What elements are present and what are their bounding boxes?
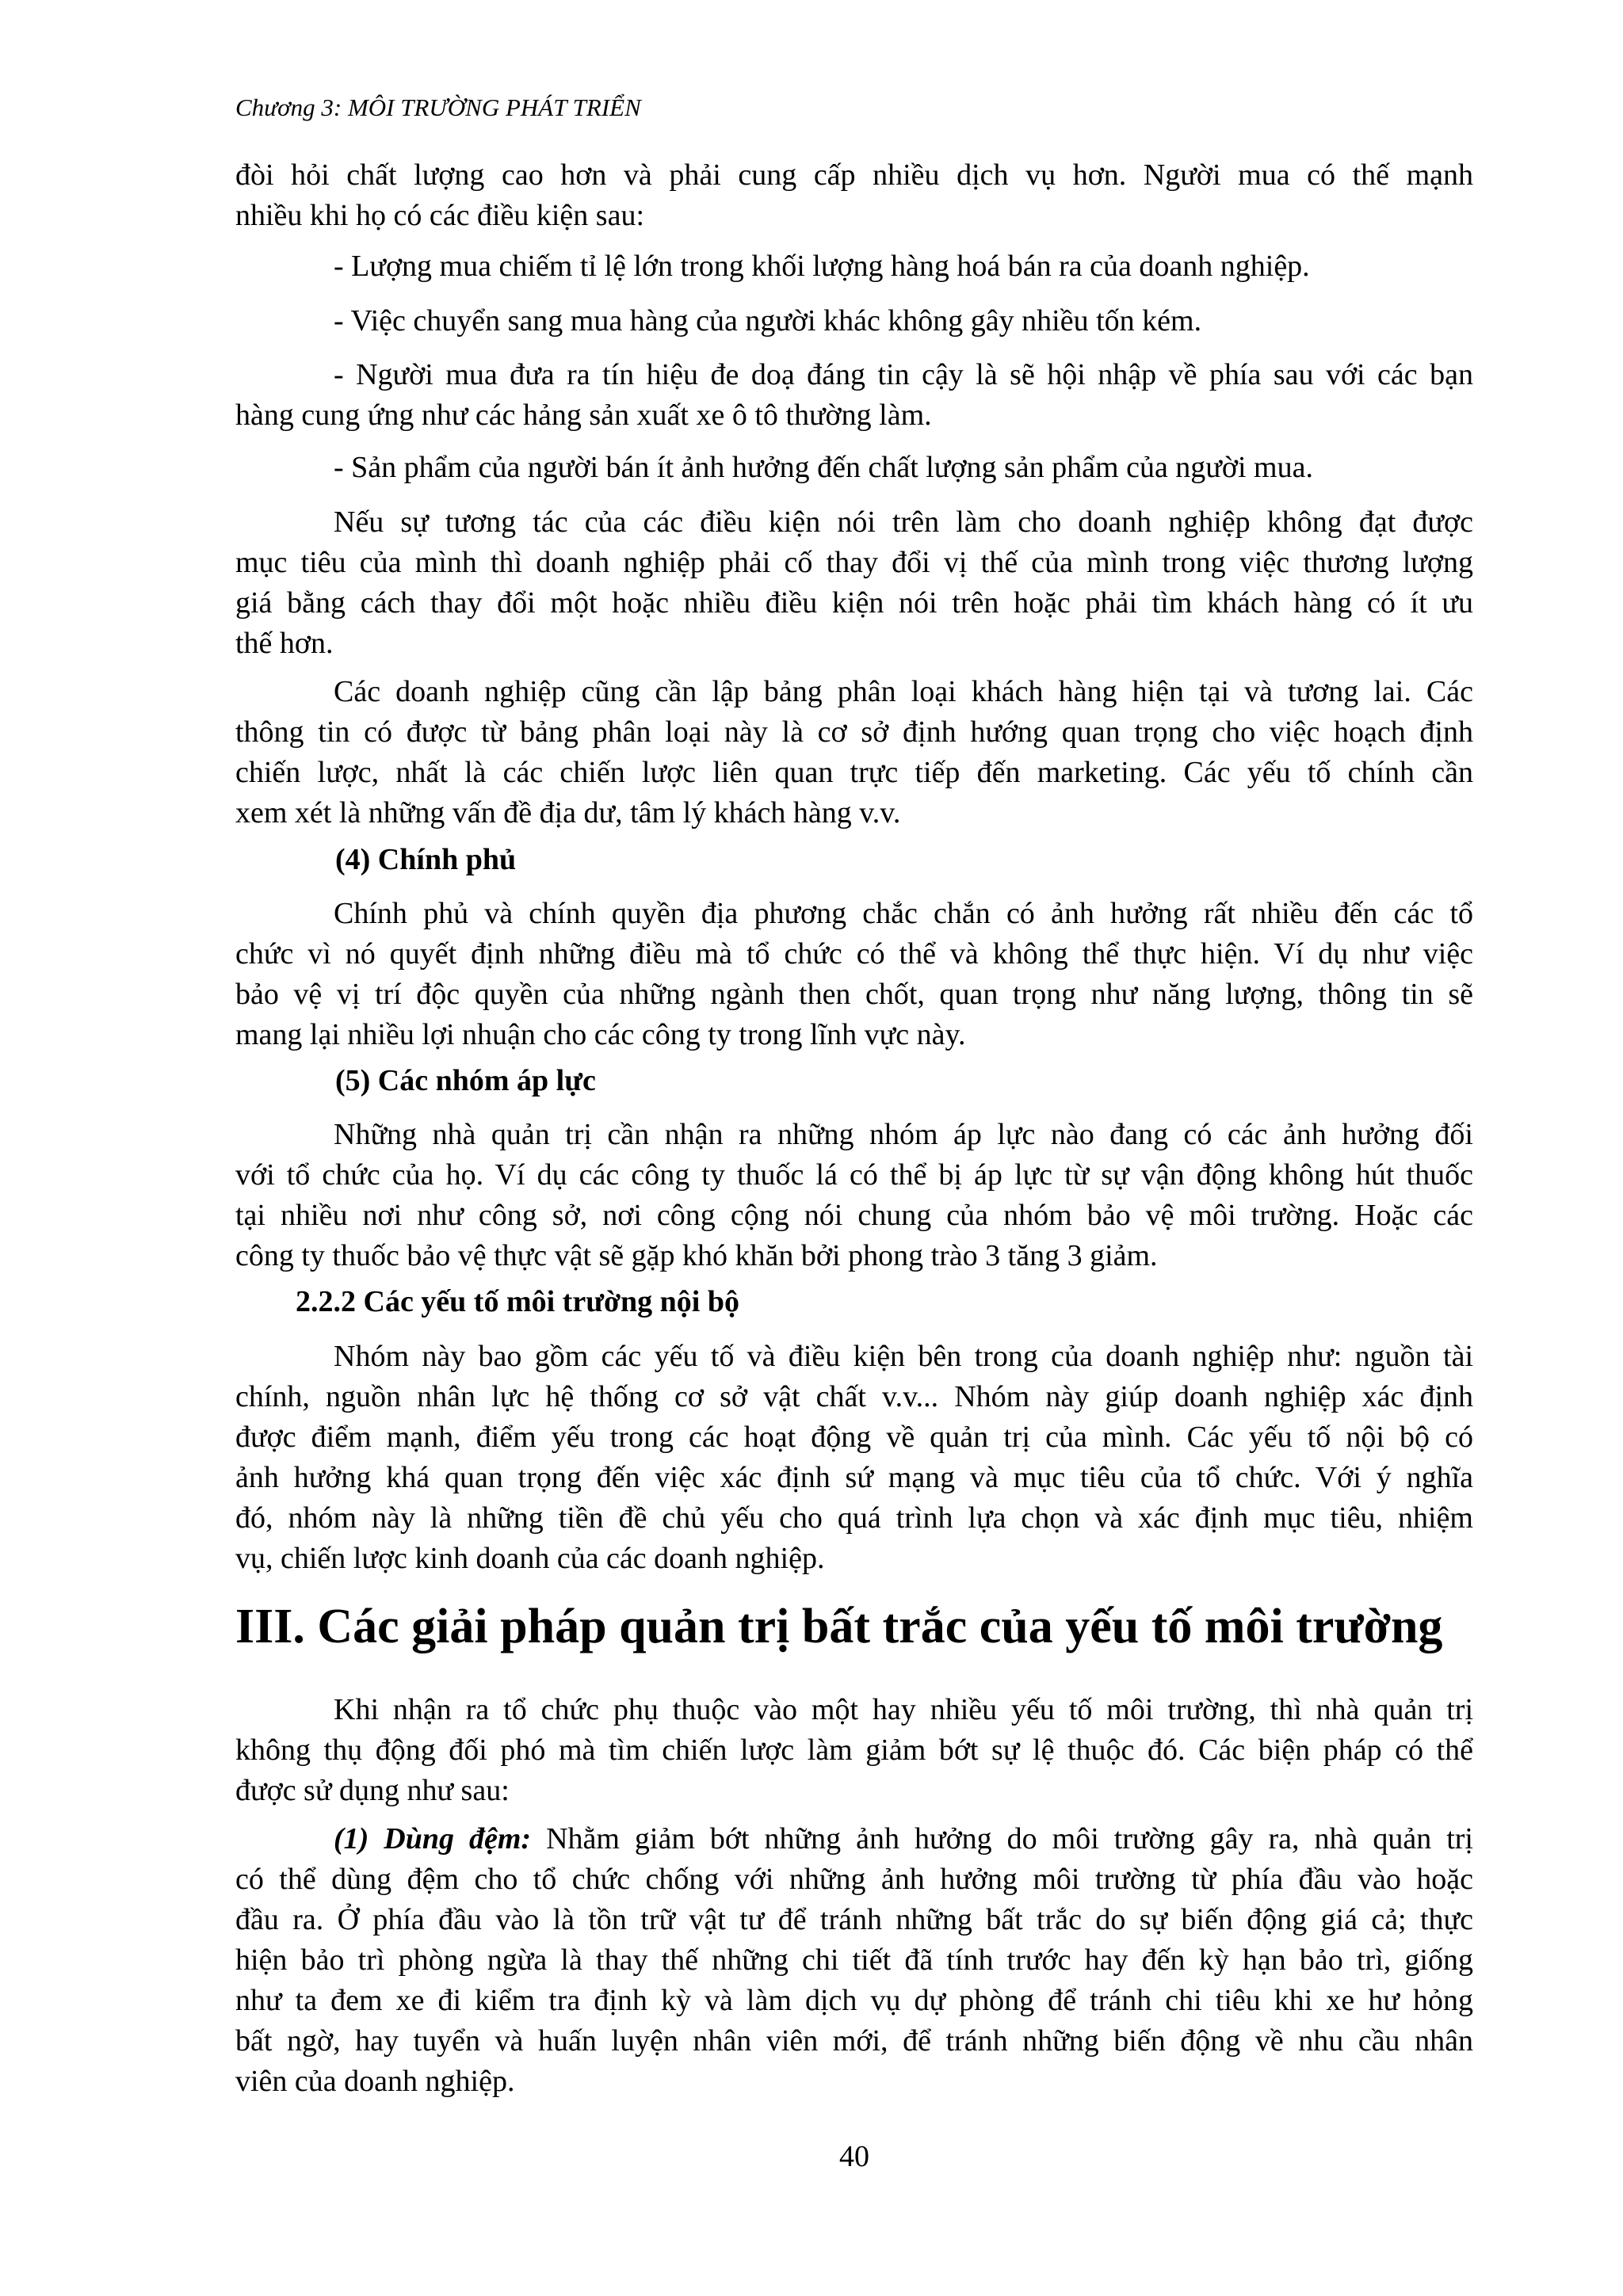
- paragraph: [235, 1115, 1473, 1276]
- text-line: giá bằng cách thay đổi một hoặc nhiều điều kiện nói trên hoặc phải tìm khách hàng có ít ưu: [235, 586, 1473, 620]
- bullet-item: [334, 246, 1473, 287]
- text-line: ảnh hưởng khá quan trọng đến việc xác định sứ mạng và mục tiêu của tổ chức. Với ý nghĩa: [235, 1461, 1473, 1494]
- text-line: với tổ chức của họ. Ví dụ các công ty thuốc lá có thể bị áp lực từ sự vận động không hút thuốc: [235, 1158, 1473, 1192]
- text-line: vụ, chiến lược kinh doanh của các doanh nghiệp.: [235, 1542, 825, 1575]
- text-line: đòi hỏi chất lượng cao hơn và phải cung cấp nhiều dịch vụ hơn. Người mua có thế mạnh: [235, 158, 1473, 192]
- text-line: mục tiêu của mình thì doanh nghiệp phải cố thay đổi vị thế của mình trong việc thương lượng: [235, 546, 1473, 579]
- paragraph: [235, 502, 1473, 664]
- text-line: thế hơn.: [235, 627, 334, 660]
- page-number: 40: [839, 2140, 869, 2173]
- text-line: mang lại nhiều lợi nhuận cho các công ty trong lĩnh vực này.: [235, 1018, 966, 1051]
- text-line: công ty thuốc bảo vệ thực vật sẽ gặp khó khăn bởi phong trào 3 tăng 3 giảm.: [235, 1239, 1158, 1272]
- text-line: Khi nhận ra tổ chức phụ thuộc vào một hay nhiều yếu tố môi trường, thì nhà quản trị: [334, 1693, 1473, 1726]
- paragraph-buffering: [235, 1819, 1473, 2102]
- paragraph: [235, 1690, 1473, 1811]
- document-page: [235, 0, 1473, 2296]
- text-line: Những nhà quản trị cần nhận ra những nhóm áp lực nào đang có các ảnh hưởng đối: [334, 1118, 1473, 1151]
- text-line: Chính phủ và chính quyền địa phương chắc chắn có ảnh hưởng rất nhiều đến các tổ: [334, 897, 1473, 930]
- text-line: Nhóm này bao gồm các yếu tố và điều kiện bên trong của doanh nghiệp như: nguồn tài: [334, 1340, 1473, 1373]
- text-line: xem xét là những vấn đề địa dư, tâm lý khách hàng v.v.: [235, 796, 901, 830]
- bullet-item: [334, 301, 1473, 341]
- text-line: - Lượng mua chiếm tỉ lệ lớn trong khối lượng hàng hoá bán ra của doanh nghiệp.: [334, 250, 1310, 283]
- section-heading: III. Các giải pháp quản trị bất trắc của yếu tố môi trường: [235, 1600, 1443, 1653]
- text-line: tại nhiều nơi như công sở, nơi công cộng nói chung của nhóm bảo vệ môi trường. Hoặc các: [235, 1199, 1473, 1232]
- text-line: chiến lược, nhất là các chiến lược liên quan trực tiếp đến marketing. Các yếu tố chính cần: [235, 756, 1473, 789]
- paragraph: [235, 894, 1473, 1055]
- paragraph-buyer-power: [235, 155, 1473, 236]
- text-line: - Người mua đưa ra tín hiệu đe doạ đáng tin cậy là sẽ hội nhập về phía sau với các bạn: [334, 358, 1473, 391]
- subheading-pressure-groups: (5) Các nhóm áp lực: [335, 1064, 596, 1097]
- text-line: - Việc chuyển sang mua hàng của người khác không gây nhiều tốn kém.: [334, 304, 1202, 338]
- text-line: Nếu sự tương tác của các điều kiện nói trên làm cho doanh nghiệp không đạt được: [334, 505, 1473, 539]
- bullet-item: [334, 448, 1473, 488]
- text-line: không thụ động đối phó mà tìm chiến lược làm giảm bớt sự lệ thuộc đó. Các biện pháp có thể: [235, 1733, 1473, 1767]
- subheading-government: (4) Chính phủ: [335, 843, 517, 876]
- text-line: - Sản phẩm của người bán ít ảnh hưởng đến chất lượng sản phẩm của người mua.: [334, 451, 1313, 484]
- text-line: Các doanh nghiệp cũng cần lập bảng phân loại khách hàng hiện tại và tương lai. Các: [334, 675, 1473, 708]
- text-line: thông tin có được từ bảng phân loại này là cơ sở định hướng quan trọng cho việc hoạch định: [235, 715, 1473, 749]
- text-line: bảo vệ vị trí độc quyền của những ngành then chốt, quan trọng như năng lượng, thông tin sẽ: [235, 978, 1473, 1011]
- text-line: được sử dụng như sau:: [235, 1774, 510, 1807]
- running-header: Chương 3: MÔI TRƯỜNG PHÁT TRIỂN: [235, 93, 641, 121]
- subheading-internal-factors: 2.2.2 Các yếu tố môi trường nội bộ: [296, 1285, 739, 1318]
- text-line: hiện bảo trì phòng ngừa là thay thế những chi tiết đã tính trước hay đến kỳ hạn bảo trì, giống: [235, 1943, 1473, 1977]
- text-line: có thể dùng đệm cho tổ chức chống với những ảnh hưởng môi trường từ phía đầu vào hoặc: [235, 1863, 1473, 1896]
- text-line-rest: Nhằm giảm bớt những ảnh hưởng do môi trường gây ra, nhà quản trị: [531, 1822, 1473, 1855]
- text-line: nhiều khi họ có các điều kiện sau:: [235, 199, 645, 232]
- text-line: như ta đem xe đi kiểm tra định kỳ và làm dịch vụ dự phòng để tránh chi tiêu khi xe hư hỏng: [235, 1984, 1473, 2017]
- text-line: đầu ra. Ở phía đầu vào là tồn trữ vật tư để tránh những bất trắc do sự biến động giá cả; thực: [235, 1903, 1473, 1936]
- text-line: chức vì nó quyết định những điều mà tổ chức có thể và không thể thực hiện. Ví dụ như việc: [235, 937, 1473, 971]
- bullet-item: [235, 355, 1473, 436]
- term-buffering: (1) Dùng đệm:: [334, 1822, 532, 1855]
- text-line: bất ngờ, hay tuyển và huấn luyện nhân viên mới, để tránh những biến động về nhu cầu nhân: [235, 2024, 1473, 2058]
- paragraph: [235, 672, 1473, 833]
- paragraph: [235, 1337, 1473, 1579]
- text-line: viên của doanh nghiệp.: [235, 2065, 515, 2098]
- text-line: đó, nhóm này là những tiền đề chủ yếu cho quá trình lựa chọn và xác định mục tiêu, nhiệm: [235, 1501, 1473, 1535]
- text-line: hàng cung ứng như các hảng sản xuất xe ô tô thường làm.: [235, 399, 932, 432]
- text-line: chính, nguồn nhân lực hệ thống cơ sở vật chất v.v... Nhóm này giúp doanh nghiệp xác định: [235, 1380, 1473, 1413]
- text-line: [235, 1819, 1473, 1859]
- text-line: được điểm mạnh, điểm yếu trong các hoạt động về quản trị của mình. Các yếu tố nội bộ có: [235, 1421, 1473, 1454]
